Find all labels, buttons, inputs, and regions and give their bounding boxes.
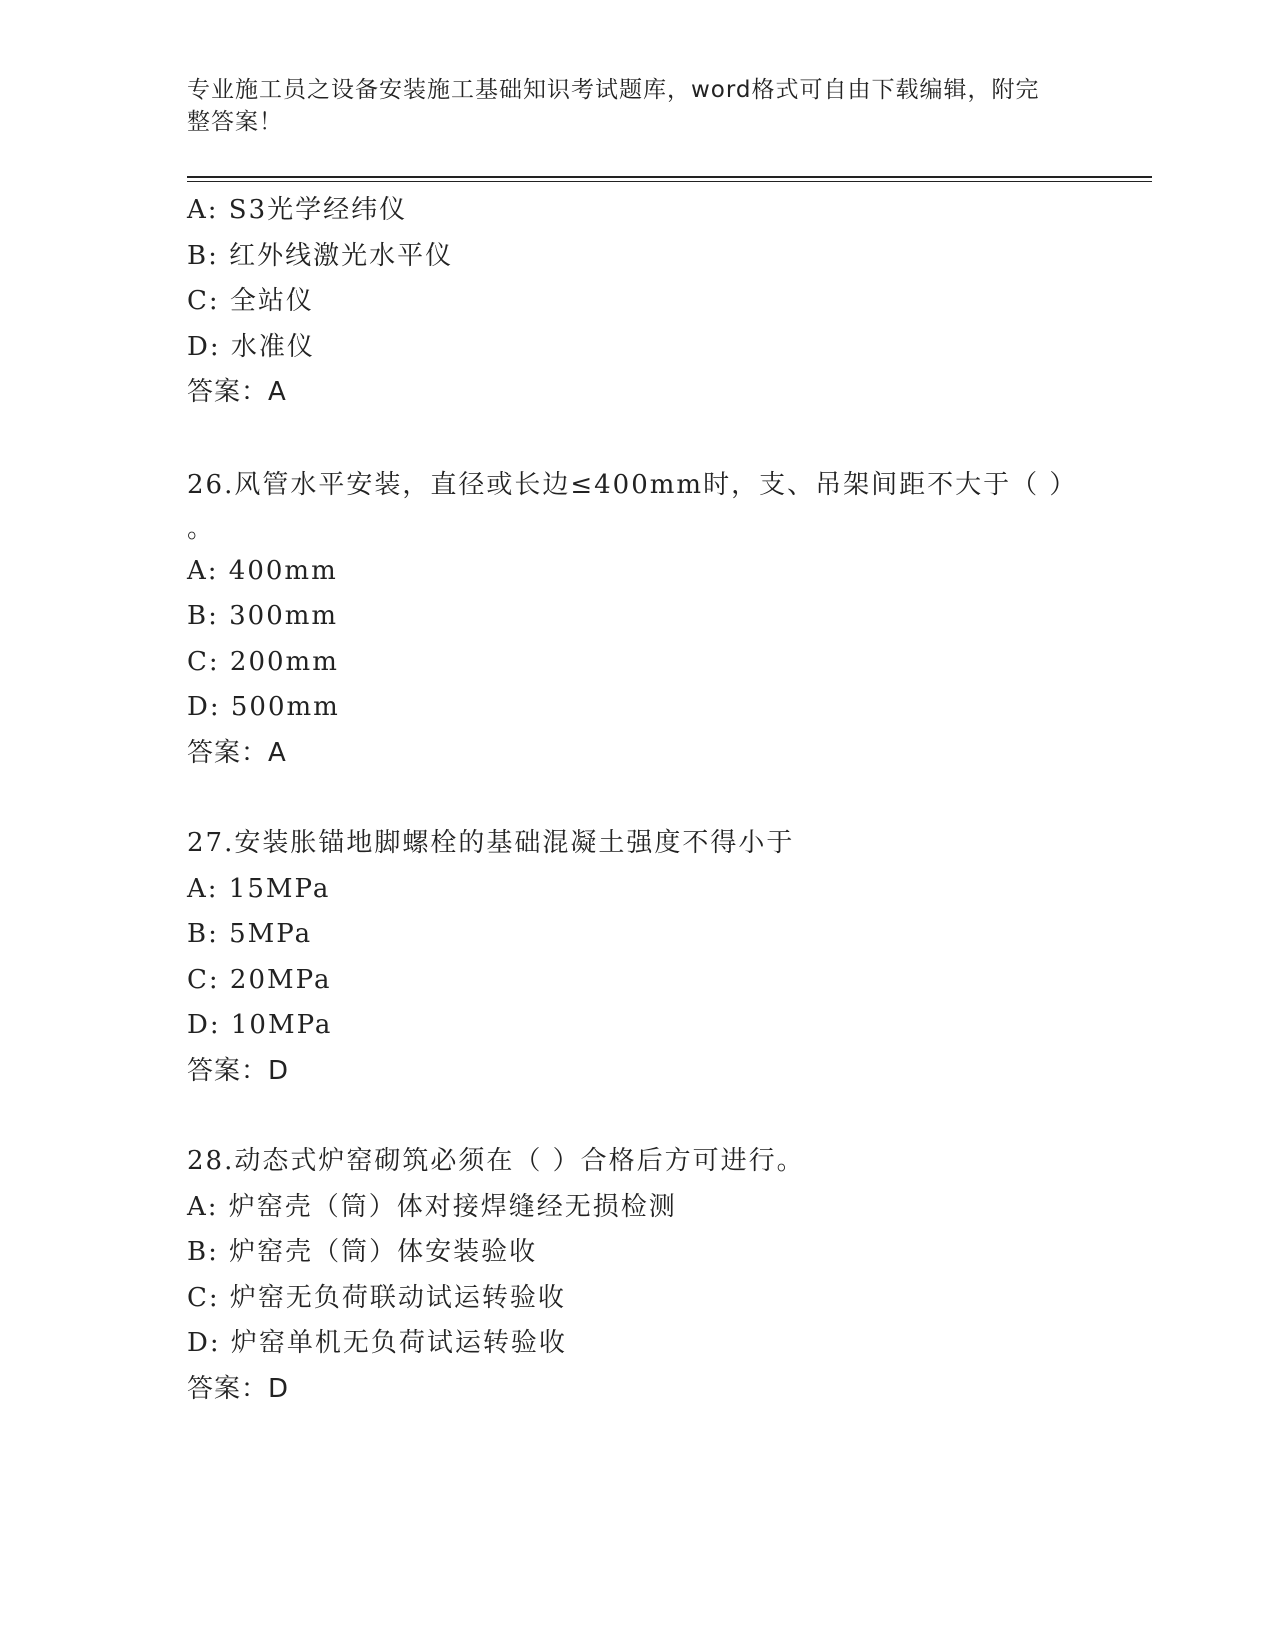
option-d: D: 水准仪 — [187, 331, 315, 362]
question-block-25 — [187, 188, 1087, 416]
option-b: B: 红外线激光水平仪 — [187, 240, 454, 271]
answer-line: 答案：A — [187, 377, 287, 407]
question-text: 26.风管水平安装，直径或长边≤400mm时，支、吊架间距不大于（ ） — [187, 469, 1078, 500]
option-c: C: 炉窑无负荷联动试运转验收 — [187, 1282, 566, 1313]
option-d: D: 10MPa — [187, 1010, 333, 1040]
answer-line: 答案：D — [187, 1055, 290, 1086]
exam-content — [187, 188, 1087, 1412]
header-line-2: 整答案！ — [187, 109, 283, 135]
option-d: D: 炉窑单机无负荷试运转验收 — [187, 1328, 567, 1358]
option-a: A: 400mm — [187, 555, 338, 586]
header-divider-thin — [187, 181, 1152, 182]
option-b: B: 炉窑壳（筒）体安装验收 — [187, 1237, 538, 1267]
header-line-1: 专业施工员之设备安装施工基础知识考试题库，word格式可自由下载编辑，附完 — [187, 77, 1040, 103]
question-block-26 — [187, 461, 1087, 777]
question-text: 27.安装胀锚地脚螺栓的基础混凝土强度不得小于 — [187, 828, 795, 858]
header-divider-thick — [187, 176, 1152, 178]
option-a: A: 炉窑壳（筒）体对接焊缝经无损检测 — [187, 1191, 677, 1222]
question-block-28 — [187, 1139, 1087, 1412]
question-block-27 — [187, 821, 1087, 1094]
option-c: C: 200mm — [187, 646, 339, 677]
option-d: D: 500mm — [187, 692, 340, 722]
option-c: C: 20MPa — [187, 964, 332, 995]
answer-line: 答案：A — [187, 737, 287, 768]
question-text-continued: 。 — [187, 513, 216, 544]
answer-line: 答案：D — [187, 1373, 290, 1404]
document-header — [187, 74, 1067, 138]
question-text: 28.动态式炉窑砌筑必须在（ ）合格后方可进行。 — [187, 1146, 805, 1176]
option-c: C: 全站仪 — [187, 286, 314, 316]
option-a: A: 15MPa — [187, 873, 331, 904]
option-b: B: 300mm — [187, 601, 339, 631]
option-a: A: S3光学经纬仪 — [187, 195, 408, 225]
option-b: B: 5MPa — [187, 919, 313, 949]
